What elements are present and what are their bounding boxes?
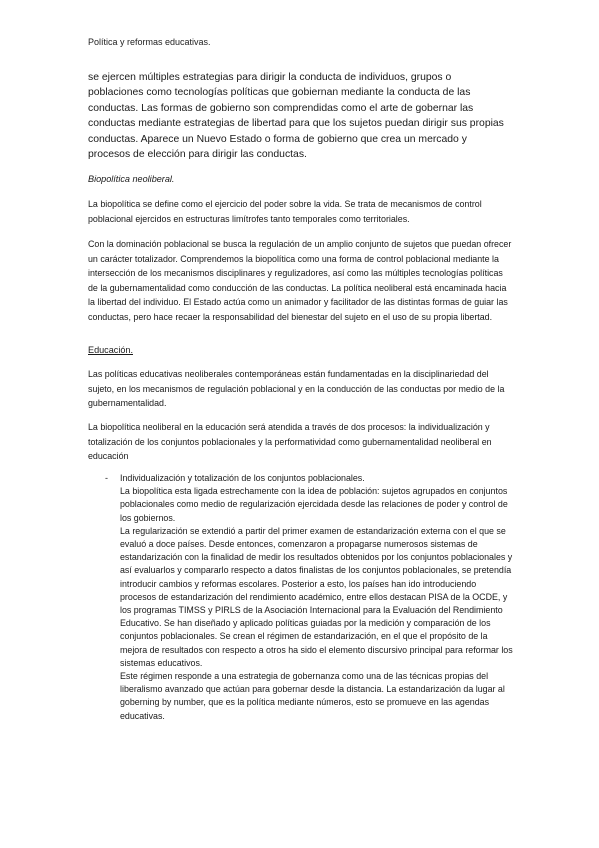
educacion-heading: Educación. <box>88 345 133 355</box>
bullet-dash: - <box>105 473 108 483</box>
bullet-paragraph-2: La regularización se extendió a partir del primer examen de estandarización externa con el que se evaluó a doce países. Desde entonces, comenzaron a propagarse numerosos sistemas de estandarización con la finalidad de medir los resultados obtenidos por los conjuntos poblacionales y así evaluarlos y compararlo respecto a datos finalistas de los conjuntos poblacionales, se pretendía introducir cambios y reformas escolares. Posterior a esto, los países han ido introduciendo procesos de estandarización del rendimiento académico, entre ellos destacan PISA de la OCDE, y los programas TIMSS y PIRLS de la Asociación Internacional para la Evaluación del Rendimiento Educativo. Se han diseñado y aplicado políticas guiadas por la medición y comparación de los conjuntos poblacionales. Se crean el régimen de estandarización, en el que el propósito de la mejora de resultados con respecto a otros ha sido el elemento discursivo principal para reformar los sistemas educativos. <box>120 525 513 668</box>
bullet-paragraph-3: Este régimen responde a una estrategia de gobernanza como una de las técnicas propias del liberalismo avanzado que actúan para gobernar desde la distancia. La estandarización da lugar al goberning by number, que es la política mediante números, esto se promueve en las agendas educativas. <box>120 671 505 721</box>
biopolitica-paragraph-2: Con la dominación poblacional se busca la regulación de un amplio conjunto de sujetos que puedan ofrecer un carácter totalizador. Comprendemos la biopolítica como una forma de control poblacional mediante la intersección de los mecanismos disciplinares y regulizadores, así como las múltiples tecnologías políticas de la gubernamentalidad como conducción de las conductas. La política neoliberal está encaminada hacia la libertad del individuo. El Estado actúa como un animador y facilitador de las distintas formas de guiar las conductas, pero hace recaer la responsabilidad del bienestar del sujeto en el uso de su propia libertad. <box>88 239 512 322</box>
lead-paragraph: se ejercen múltiples estrategias para dirigir la conducta de individuos, grupos o poblaciones como tecnologías políticas que gobiernan mediante la conducta de las conductas. Las formas de gobierno son comprendidas como el arte de gobernar las conductas mediante estrategias de libertad para que los sujetos puedan dirigir sus propias conductas. Aparece un Nuevo Estado o forma de gobierno que crea un mercado y procesos de elección para dirigir las conductas. <box>88 72 504 161</box>
bullet-body <box>120 472 514 723</box>
page-header: Política y reformas educativas. <box>88 37 211 47</box>
educacion-paragraph-1: Las políticas educativas neoliberales contemporáneas están fundamentadas en la disciplinariedad del sujeto, en los mecanismos de regulación poblacional y en la conducción de las conductas por medio de la gubernamentalidad. <box>88 369 505 409</box>
biopolitica-paragraph-1: La biopolítica se define como el ejercicio del poder sobre la vida. Se trata de mecanismos de control poblacional ejercidos en estructuras limítrofes tanto temporales como territoriales. <box>88 199 482 224</box>
bullet-paragraph-1: La biopolítica esta ligada estrechamente con la idea de población: sujetos agrupados en conjuntos poblacionales como medio de regularización ejercidada desde las relaciones de poder y control de los gobiernos. <box>120 486 508 523</box>
biopolitica-subheading: Biopolítica neoliberal. <box>88 174 175 184</box>
bullet-heading: Individualización y totalización de los conjuntos poblacionales. <box>120 473 365 483</box>
bullet-item <box>88 472 514 723</box>
educacion-paragraph-2: La biopolítica neoliberal en la educación será atendida a través de dos procesos: la individualización y totalización de los conjuntos poblacionales y la performatividad como gubernamentalidad neoliberal en educación <box>88 422 492 462</box>
